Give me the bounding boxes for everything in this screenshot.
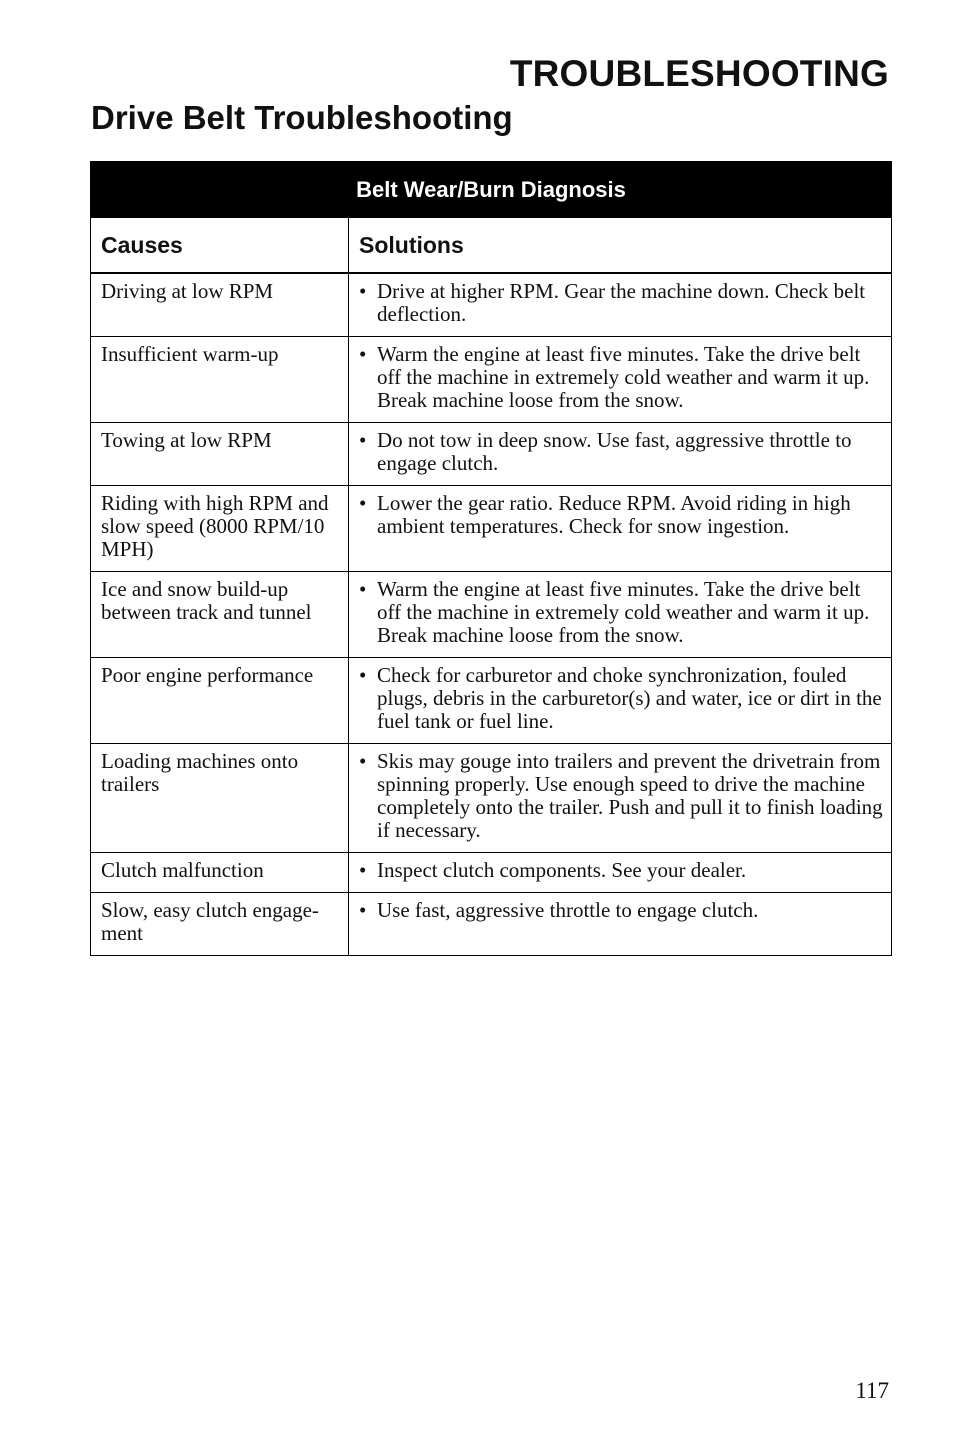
cause-cell: Poor engine performance [91, 658, 349, 744]
cause-cell: Driving at low RPM [91, 273, 349, 337]
cause-cell: Towing at low RPM [91, 423, 349, 486]
table-row [91, 423, 892, 486]
solution-text: Use fast, aggressive throttle to engage clutch. [377, 898, 759, 922]
table-title-row [91, 162, 892, 218]
table-row [91, 893, 892, 956]
cause-cell: Insufficient warm-up [91, 337, 349, 423]
bullet-marker: • [359, 749, 367, 773]
bullet-marker: • [359, 279, 367, 303]
table-row [91, 658, 892, 744]
table-row [91, 486, 892, 572]
solution-cell [349, 423, 892, 486]
column-header-causes: Causes [91, 218, 349, 274]
cause-cell: Slow, easy clutch engage-ment [91, 893, 349, 956]
belt-diagnosis-table [90, 161, 892, 956]
table-row [91, 744, 892, 853]
solution-cell [349, 572, 892, 658]
table-header-row [91, 218, 892, 274]
page-heading: Drive Belt Troubleshooting [91, 99, 513, 136]
solution-cell [349, 893, 892, 956]
bullet-marker: • [359, 342, 367, 366]
solution-text: Lower the gear ratio. Reduce RPM. Avoid riding in high ambient temperatures. Check for snow ingestion. [377, 491, 851, 538]
solution-text: Drive at higher RPM. Gear the machine down. Check belt deflection. [377, 279, 866, 326]
solution-cell [349, 853, 892, 893]
table-row [91, 572, 892, 658]
bullet-marker: • [359, 491, 367, 515]
solution-text: Skis may gouge into trailers and prevent the drivetrain from spinning properly. Use enough speed to drive the machine completely onto the trailer. Push and pull it to finish loading if necessary. [377, 749, 883, 842]
solution-text: Warm the engine at least five minutes. Take the drive belt off the machine in extremely cold weather and warm it up. Break machine loose from the snow. [377, 342, 870, 412]
bullet-marker: • [359, 663, 367, 687]
solution-text: Warm the engine at least five minutes. Take the drive belt off the machine in extremely cold weather and warm it up. Break machine loose from the snow. [377, 577, 870, 647]
table-title: Belt Wear/Burn Diagnosis [91, 162, 892, 218]
table-row [91, 853, 892, 893]
bullet-marker: • [359, 577, 367, 601]
solution-text: Check for carburetor and choke synchronization, fouled plugs, debris in the carburetor(s) and water, ice or dirt in the fuel tank or fuel line. [377, 663, 882, 733]
solution-cell [349, 337, 892, 423]
column-header-solutions: Solutions [349, 218, 892, 274]
solution-cell [349, 744, 892, 853]
cause-cell: Loading machines onto trailers [91, 744, 349, 853]
table-row [91, 273, 892, 337]
solution-cell [349, 486, 892, 572]
cause-cell: Riding with high RPM and slow speed (8000 RPM/10 MPH) [91, 486, 349, 572]
bullet-marker: • [359, 858, 367, 882]
solution-text: Inspect clutch components. See your dealer. [377, 858, 747, 882]
cause-cell: Ice and snow build-up between track and tunnel [91, 572, 349, 658]
solution-cell [349, 658, 892, 744]
bullet-marker: • [359, 428, 367, 452]
solution-text: Do not tow in deep snow. Use fast, aggressive throttle to engage clutch. [377, 428, 852, 475]
solution-cell [349, 273, 892, 337]
page-number: 117 [855, 1378, 889, 1403]
section-title: TROUBLESHOOTING [509, 53, 889, 94]
cause-cell: Clutch malfunction [91, 853, 349, 893]
table-row [91, 337, 892, 423]
bullet-marker: • [359, 898, 367, 922]
table-body [91, 273, 892, 956]
